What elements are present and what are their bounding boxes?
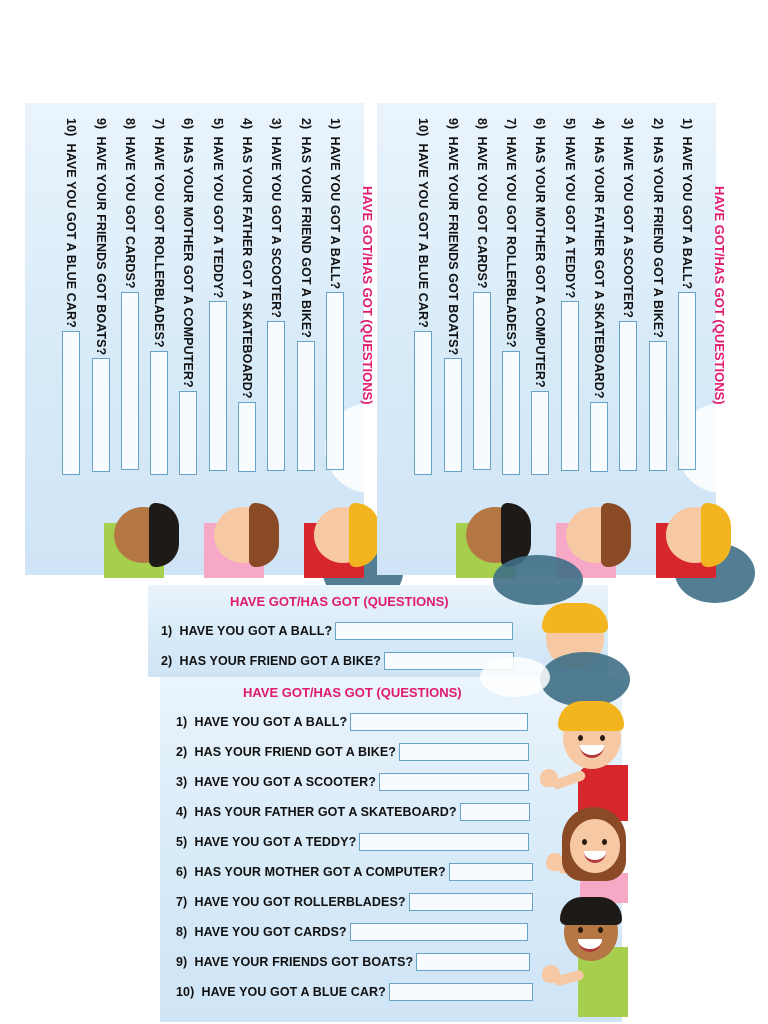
question-row bbox=[500, 118, 522, 475]
answer-box[interactable] bbox=[121, 292, 139, 470]
question-row bbox=[471, 118, 493, 470]
question-row bbox=[412, 118, 434, 475]
question-text: 1) HAVE YOU GOT A BALL? bbox=[328, 118, 342, 290]
question-row bbox=[588, 118, 610, 472]
answer-box[interactable] bbox=[449, 863, 533, 881]
answer-box[interactable] bbox=[399, 743, 529, 761]
answer-box[interactable] bbox=[502, 351, 520, 475]
answer-box[interactable] bbox=[350, 923, 528, 941]
answer-box[interactable] bbox=[473, 292, 491, 470]
question-text: 8) HAVE YOU GOT CARDS? bbox=[474, 118, 489, 289]
question-row bbox=[161, 620, 513, 642]
answer-box[interactable] bbox=[416, 953, 530, 971]
question-text: 4) HAS YOUR FATHER GOT A SKATEBOARD? bbox=[176, 805, 457, 819]
eye bbox=[602, 839, 607, 845]
cloud-decoration bbox=[480, 657, 550, 697]
question-text: 6) HAS YOUR MOTHER GOT A COMPUTER? bbox=[176, 865, 446, 879]
question-text: 2) HAS YOUR FRIEND GOT A BIKE? bbox=[161, 654, 382, 668]
question-row bbox=[530, 118, 552, 475]
question-text: 5) HAVE YOU GOT A TEDDY? bbox=[176, 835, 357, 849]
question-row bbox=[119, 118, 141, 470]
question-text: 10) HAVE YOU GOT A BLUE CAR? bbox=[176, 985, 386, 999]
cloud-decoration bbox=[540, 652, 630, 707]
question-text: 10) HAVE YOU GOT A BLUE CAR? bbox=[64, 118, 79, 328]
question-text: 4) HAS YOUR FATHER GOT A SKATEBOARD? bbox=[240, 118, 255, 399]
question-text: 9) HAVE YOUR FRIENDS GOT BOATS? bbox=[176, 955, 414, 969]
brown-haired-girl-icon bbox=[570, 819, 620, 873]
question-row bbox=[60, 118, 82, 475]
question-row bbox=[176, 741, 529, 763]
eye bbox=[600, 735, 605, 741]
question-row bbox=[176, 921, 528, 943]
question-row bbox=[295, 118, 317, 471]
question-text: 7) HAVE YOU GOT ROLLERBLADES? bbox=[152, 118, 167, 348]
question-text: 1) HAVE YOU GOT A BALL? bbox=[161, 624, 333, 638]
answer-box[interactable] bbox=[561, 301, 579, 471]
worksheet-title: HAVE GOT/HAS GOT (QUESTIONS) bbox=[243, 685, 462, 700]
blonde-hair bbox=[558, 701, 624, 731]
question-text: 7) HAVE YOU GOT ROLLERBLADES? bbox=[176, 895, 406, 909]
answer-box[interactable] bbox=[389, 983, 533, 1001]
hair bbox=[601, 503, 631, 567]
question-row bbox=[90, 118, 112, 472]
question-row bbox=[176, 951, 530, 973]
question-text: 2) HAS YOUR FRIEND GOT A BIKE? bbox=[176, 745, 397, 759]
question-text: 1) HAVE YOU GOT A BALL? bbox=[680, 118, 694, 290]
answer-box[interactable] bbox=[414, 331, 432, 475]
answer-box[interactable] bbox=[267, 321, 285, 471]
dark-hair bbox=[560, 897, 622, 925]
worksheet-card-rotated-right bbox=[377, 103, 727, 575]
question-row bbox=[176, 861, 533, 883]
eye bbox=[598, 927, 603, 933]
question-text: 10) HAVE YOU GOT A BLUE CAR? bbox=[416, 118, 431, 328]
answer-box[interactable] bbox=[444, 358, 462, 472]
worksheet-card-rotated-left bbox=[25, 103, 375, 575]
blonde-hair bbox=[542, 603, 608, 633]
question-text: 6) HAS YOUR MOTHER GOT A COMPUTER? bbox=[181, 118, 196, 388]
question-row bbox=[176, 711, 528, 733]
answer-box[interactable] bbox=[150, 351, 168, 475]
question-row bbox=[176, 891, 533, 913]
question-text: 1) HAVE YOU GOT A BALL? bbox=[176, 715, 348, 729]
question-row bbox=[236, 118, 258, 472]
question-row bbox=[176, 981, 533, 1003]
question-row bbox=[176, 831, 529, 853]
question-row bbox=[617, 118, 639, 471]
question-row bbox=[161, 650, 514, 672]
answer-box[interactable] bbox=[92, 358, 110, 472]
question-text: 5) HAVE YOU GOT A TEDDY? bbox=[210, 118, 225, 299]
answer-box[interactable] bbox=[590, 402, 608, 472]
answer-box[interactable] bbox=[409, 893, 533, 911]
question-text: 3) HAVE YOU GOT A SCOOTER? bbox=[176, 775, 376, 789]
question-text: 9) HAVE YOUR FRIENDS GOT BOATS? bbox=[445, 118, 460, 356]
question-row bbox=[148, 118, 170, 475]
question-text: 9) HAVE YOUR FRIENDS GOT BOATS? bbox=[93, 118, 108, 356]
question-text: 2) HAS YOUR FRIEND GOT A BIKE? bbox=[650, 118, 665, 339]
answer-box[interactable] bbox=[649, 341, 667, 471]
question-row bbox=[676, 118, 698, 470]
question-row bbox=[559, 118, 581, 471]
worksheet-title: HAVE GOT/HAS GOT (QUESTIONS) bbox=[712, 186, 727, 405]
hair bbox=[149, 503, 179, 567]
cloud-decoration bbox=[493, 555, 583, 605]
answer-box[interactable] bbox=[209, 301, 227, 471]
answer-box[interactable] bbox=[326, 292, 344, 470]
eye bbox=[578, 927, 583, 933]
question-row bbox=[324, 118, 346, 470]
question-text: 5) HAVE YOU GOT A TEDDY? bbox=[562, 118, 577, 299]
question-text: 3) HAVE YOU GOT A SCOOTER? bbox=[269, 118, 284, 318]
worksheet-card-main bbox=[160, 677, 622, 1022]
answer-box[interactable] bbox=[678, 292, 696, 470]
question-row bbox=[176, 801, 530, 823]
hand-icon bbox=[542, 965, 560, 983]
question-text: 8) HAVE YOU GOT CARDS? bbox=[122, 118, 137, 289]
question-text: 2) HAS YOUR FRIEND GOT A BIKE? bbox=[298, 118, 313, 339]
answer-box[interactable] bbox=[350, 713, 528, 731]
question-text: 7) HAVE YOU GOT ROLLERBLADES? bbox=[504, 118, 519, 348]
answer-box[interactable] bbox=[335, 622, 513, 640]
question-text: 8) HAVE YOU GOT CARDS? bbox=[176, 925, 347, 939]
hair bbox=[249, 503, 279, 567]
answer-box[interactable] bbox=[619, 321, 637, 471]
answer-box[interactable] bbox=[532, 391, 550, 475]
question-text: 3) HAVE YOU GOT A SCOOTER? bbox=[621, 118, 636, 318]
question-text: 4) HAS YOUR FATHER GOT A SKATEBOARD? bbox=[592, 118, 607, 399]
question-row bbox=[178, 118, 200, 475]
hand-icon bbox=[540, 769, 558, 787]
worksheet-title: HAVE GOT/HAS GOT (QUESTIONS) bbox=[360, 186, 375, 405]
eye bbox=[582, 839, 587, 845]
question-row bbox=[176, 771, 529, 793]
question-text: 6) HAS YOUR MOTHER GOT A COMPUTER? bbox=[533, 118, 548, 388]
answer-box[interactable] bbox=[359, 833, 529, 851]
answer-box[interactable] bbox=[297, 341, 315, 471]
question-row bbox=[442, 118, 464, 472]
answer-box[interactable] bbox=[460, 803, 530, 821]
question-row bbox=[207, 118, 229, 471]
question-row bbox=[647, 118, 669, 471]
answer-box[interactable] bbox=[238, 402, 256, 472]
question-row bbox=[265, 118, 287, 471]
eye bbox=[578, 735, 583, 741]
answer-box[interactable] bbox=[379, 773, 529, 791]
worksheet-title: HAVE GOT/HAS GOT (QUESTIONS) bbox=[230, 594, 449, 609]
answer-box[interactable] bbox=[62, 331, 80, 475]
answer-box[interactable] bbox=[180, 391, 198, 475]
